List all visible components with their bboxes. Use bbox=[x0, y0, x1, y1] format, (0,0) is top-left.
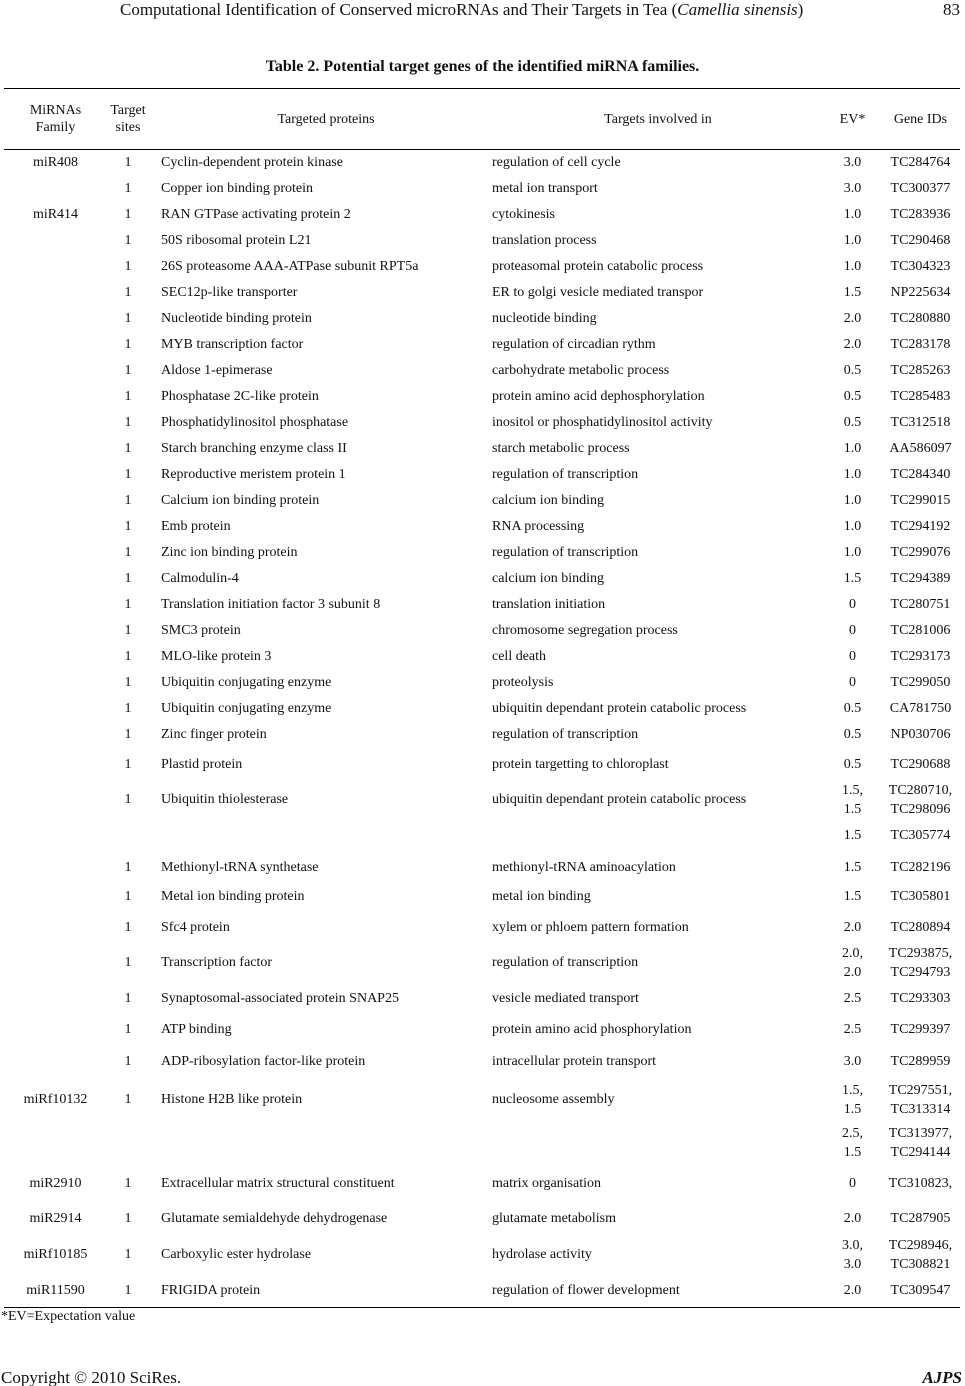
cell-gene-ids: TC312518 bbox=[890, 415, 951, 430]
cell-target-sites: 1 bbox=[124, 859, 132, 875]
table-row bbox=[4, 462, 960, 488]
cell-protein: Plastid protein bbox=[161, 756, 243, 772]
cell-target-sites: 1 bbox=[124, 233, 132, 248]
running-title-suffix: ) bbox=[797, 0, 804, 19]
cell-protein: RAN GTPase activating protein 2 bbox=[161, 207, 351, 222]
cell-gene-ids: TC299015 bbox=[890, 493, 951, 508]
table-row bbox=[4, 1274, 960, 1308]
cell-family: miR11590 bbox=[4, 1274, 107, 1308]
cell-family bbox=[4, 781, 107, 819]
cell-gene-ids: TC284764 bbox=[890, 155, 951, 171]
cell-protein: Copper ion binding protein bbox=[161, 181, 314, 196]
cell-protein: Methionyl-tRNA synthetase bbox=[161, 859, 319, 875]
cell-gene-ids: TC280710, TC298096 bbox=[888, 782, 953, 817]
table-row bbox=[4, 1079, 960, 1121]
cell-ev: 3.0 bbox=[843, 155, 862, 171]
cell-process bbox=[492, 819, 824, 853]
table-row bbox=[4, 781, 960, 819]
cell-ev: 0 bbox=[849, 675, 856, 690]
cell-gene-ids: TC293875, TC294793 bbox=[888, 945, 953, 980]
table-row bbox=[4, 176, 960, 202]
cell-ev: 2.5 bbox=[843, 990, 862, 1006]
cell-process: vesicle mediated transport bbox=[492, 990, 639, 1006]
cell-process: protein amino acid phosphorylation bbox=[492, 1022, 692, 1038]
cell-ev: 1.0 bbox=[843, 467, 862, 482]
cell-target-sites: 1 bbox=[124, 649, 132, 664]
cell-family bbox=[4, 592, 107, 618]
cell-process: hydrolase activity bbox=[492, 1247, 592, 1262]
cell-ev: 0.5 bbox=[843, 363, 862, 378]
cell-protein: Calmodulin-4 bbox=[161, 571, 239, 586]
cell-gene-ids: TC284340 bbox=[890, 467, 951, 482]
cell-target-sites: 1 bbox=[124, 571, 132, 586]
cell-gene-ids: TC297551, TC313314 bbox=[888, 1082, 953, 1117]
cell-ev: 1.0 bbox=[843, 493, 862, 508]
cell-process: metal ion transport bbox=[492, 181, 598, 196]
cell-target-sites: 1 bbox=[124, 990, 132, 1006]
cell-target-sites: 1 bbox=[124, 727, 132, 742]
cell-process: calcium ion binding bbox=[492, 493, 604, 508]
cell-ev: 2.0 bbox=[843, 919, 862, 935]
cell-process: chromosome segregation process bbox=[492, 623, 678, 638]
cell-gene-ids: TC304323 bbox=[890, 259, 951, 274]
cell-ev: 0.5 bbox=[843, 756, 862, 772]
cell-process: proteolysis bbox=[492, 675, 554, 690]
cell-gene-ids: TC310823, bbox=[888, 1175, 953, 1191]
cell-ev: 2.0 bbox=[843, 337, 862, 352]
cell-gene-ids: TC313977, TC294144 bbox=[888, 1125, 953, 1160]
cell-process: metal ion binding bbox=[492, 889, 591, 904]
cell-process: ubiquitin dependant protein catabolic process bbox=[492, 701, 747, 716]
cell-ev: 2.5 bbox=[843, 1022, 862, 1038]
table-row bbox=[4, 982, 960, 1016]
table-row bbox=[4, 254, 960, 280]
header-targeted-proteins: Targeted proteins bbox=[149, 89, 492, 150]
cell-gene-ids: TC294389 bbox=[890, 571, 951, 586]
cell-protein: MYB transcription factor bbox=[161, 337, 304, 352]
cell-ev: 0.5 bbox=[843, 389, 862, 404]
cell-protein: Transcription factor bbox=[161, 955, 273, 970]
cell-process: translation initiation bbox=[492, 597, 606, 612]
table-row bbox=[4, 1121, 960, 1166]
table-row bbox=[4, 436, 960, 462]
running-head bbox=[0, 0, 965, 22]
cell-family bbox=[4, 332, 107, 358]
table-row bbox=[4, 1045, 960, 1079]
cell-ev: 1.0 bbox=[843, 233, 862, 248]
cell-family bbox=[4, 618, 107, 644]
species-name: Camellia sinensis bbox=[677, 0, 798, 19]
target-genes-table bbox=[4, 88, 960, 1308]
cell-protein: Phosphatidylinositol phosphatase bbox=[161, 415, 349, 430]
cell-target-sites: 1 bbox=[124, 1175, 132, 1191]
cell-gene-ids: NP225634 bbox=[890, 285, 951, 300]
cell-protein: Starch branching enzyme class II bbox=[161, 441, 347, 456]
cell-ev: 3.0 bbox=[843, 1054, 862, 1069]
cell-gene-ids: TC290688 bbox=[890, 756, 951, 772]
cell-gene-ids: TC283936 bbox=[890, 207, 951, 222]
cell-process: translation process bbox=[492, 233, 597, 248]
cell-process: regulation of transcription bbox=[492, 545, 639, 560]
cell-family bbox=[4, 882, 107, 911]
cell-ev: 0.5 bbox=[843, 415, 862, 430]
cell-gene-ids: TC299050 bbox=[890, 675, 951, 690]
cell-family bbox=[4, 944, 107, 982]
cell-process: RNA processing bbox=[492, 519, 585, 534]
cell-gene-ids: TC300377 bbox=[890, 181, 951, 196]
cell-ev: 1.0 bbox=[843, 441, 862, 456]
table-row bbox=[4, 488, 960, 514]
table-caption: Table 2. Potential target genes of the identified miRNA families. bbox=[265, 58, 700, 75]
table-row bbox=[4, 722, 960, 748]
cell-family bbox=[4, 228, 107, 254]
table-row bbox=[4, 280, 960, 306]
cell-process: regulation of transcription bbox=[492, 955, 639, 970]
cell-target-sites: 1 bbox=[124, 155, 132, 171]
cell-gene-ids: TC305801 bbox=[890, 889, 951, 904]
cell-target-sites: 1 bbox=[124, 919, 132, 935]
cell-gene-ids: TC287905 bbox=[890, 1210, 951, 1226]
cell-family: miRf10132 bbox=[23, 1092, 88, 1107]
cell-protein: ATP binding bbox=[161, 1022, 232, 1038]
cell-process: carbohydrate metabolic process bbox=[492, 363, 670, 378]
page-number: 83 bbox=[943, 0, 960, 19]
cell-gene-ids: TC280751 bbox=[890, 597, 951, 612]
running-title bbox=[120, 0, 803, 20]
cell-family bbox=[4, 911, 107, 944]
cell-protein: Ubiquitin conjugating enzyme bbox=[161, 675, 332, 690]
cell-target-sites: 1 bbox=[124, 311, 132, 326]
cell-protein: Sfc4 protein bbox=[161, 919, 230, 935]
cell-family bbox=[4, 358, 107, 384]
cell-process: starch metabolic process bbox=[492, 441, 630, 456]
cell-family bbox=[4, 696, 107, 722]
cell-family bbox=[4, 436, 107, 462]
table-row bbox=[4, 1165, 960, 1201]
cell-family: miR2914 bbox=[29, 1210, 82, 1226]
cell-target-sites: 1 bbox=[124, 1054, 132, 1069]
cell-process: nucleotide binding bbox=[492, 311, 597, 326]
table-row bbox=[4, 853, 960, 883]
cell-ev: 1.5 bbox=[843, 828, 862, 843]
cell-family bbox=[4, 722, 107, 748]
cell-family: miR408 bbox=[32, 155, 79, 171]
header-family: MiRNAs Family bbox=[4, 89, 107, 150]
cell-process: cytokinesis bbox=[492, 207, 555, 222]
cell-process: regulation of flower development bbox=[492, 1274, 824, 1308]
cell-target-sites: 1 bbox=[124, 285, 132, 300]
table-row bbox=[4, 332, 960, 358]
cell-target-sites: 1 bbox=[124, 1210, 132, 1226]
cell-gene-ids: TC290468 bbox=[890, 233, 951, 248]
cell-family bbox=[4, 410, 107, 436]
cell-ev: 1.0 bbox=[843, 545, 862, 560]
cell-gene-ids: TC289959 bbox=[890, 1054, 951, 1069]
cell-process: regulation of circadian rythm bbox=[492, 337, 656, 352]
cell-protein: Calcium ion binding protein bbox=[161, 493, 320, 508]
cell-protein: Ubiquitin thiolesterase bbox=[161, 792, 289, 807]
cell-target-sites: 1 bbox=[124, 792, 132, 807]
header-targets-involved: Targets involved in bbox=[492, 89, 824, 150]
cell-target-sites bbox=[107, 819, 149, 853]
cell-protein: Ubiquitin conjugating enzyme bbox=[161, 701, 332, 716]
cell-ev: 0.5 bbox=[843, 727, 862, 742]
cell-family bbox=[4, 670, 107, 696]
header-target-sites: Target sites bbox=[107, 89, 149, 150]
cell-process: proteasomal protein catabolic process bbox=[492, 259, 704, 274]
cell-process: xylem or phloem pattern formation bbox=[492, 919, 689, 935]
cell-target-sites: 1 bbox=[124, 363, 132, 378]
cell-protein: Zinc finger protein bbox=[161, 727, 267, 742]
cell-process: ubiquitin dependant protein catabolic process bbox=[492, 792, 747, 807]
cell-gene-ids: TC299076 bbox=[890, 545, 951, 560]
table-row bbox=[4, 1201, 960, 1235]
cell-target-sites: 1 bbox=[107, 1274, 149, 1308]
table-row bbox=[4, 592, 960, 618]
cell-protein: Aldose 1-epimerase bbox=[161, 363, 273, 378]
table-row bbox=[4, 1015, 960, 1045]
cell-gene-ids: TC309547 bbox=[881, 1274, 960, 1308]
table-row bbox=[4, 514, 960, 540]
footnote: *EV=Expectation value bbox=[1, 1309, 136, 1324]
cell-family bbox=[4, 748, 107, 781]
cell-process: matrix organisation bbox=[492, 1175, 601, 1191]
cell-ev: 2.0, 2.0 bbox=[842, 945, 863, 980]
copyright: Copyright © 2010 SciRes. bbox=[1, 1368, 182, 1386]
table-header-row bbox=[4, 89, 960, 150]
cell-gene-ids: TC305774 bbox=[890, 828, 951, 843]
table-row bbox=[4, 228, 960, 254]
cell-protein: Carboxylic ester hydrolase bbox=[161, 1247, 312, 1262]
cell-target-sites: 1 bbox=[124, 337, 132, 352]
cell-ev: 0 bbox=[849, 597, 856, 612]
cell-ev: 2.0 bbox=[843, 1210, 862, 1226]
cell-family bbox=[4, 566, 107, 592]
cell-protein: Extracellular matrix structural constituent bbox=[161, 1175, 395, 1191]
cell-protein: Emb protein bbox=[161, 519, 231, 534]
table-row bbox=[4, 384, 960, 410]
cell-target-sites: 1 bbox=[124, 207, 132, 222]
cell-protein: ADP-ribosylation factor-like protein bbox=[161, 1054, 366, 1069]
header-ev: EV* bbox=[824, 89, 881, 150]
cell-protein: Cyclin-dependent protein kinase bbox=[161, 155, 343, 171]
cell-protein: Reproductive meristem protein 1 bbox=[161, 467, 346, 482]
table-row bbox=[4, 670, 960, 696]
cell-ev: 0 bbox=[849, 649, 856, 664]
cell-family: miR2910 bbox=[29, 1175, 82, 1191]
cell-gene-ids: TC283178 bbox=[890, 337, 951, 352]
cell-target-sites: 1 bbox=[124, 889, 132, 904]
cell-family bbox=[4, 306, 107, 332]
table-row bbox=[4, 1235, 960, 1274]
table-row bbox=[4, 911, 960, 944]
cell-process: intracellular protein transport bbox=[492, 1054, 657, 1069]
cell-gene-ids: TC294192 bbox=[890, 519, 951, 534]
cell-target-sites: 1 bbox=[124, 519, 132, 534]
cell-target-sites: 1 bbox=[124, 1092, 132, 1107]
cell-gene-ids: CA781750 bbox=[889, 701, 952, 716]
cell-target-sites: 1 bbox=[124, 1022, 132, 1038]
table-row bbox=[4, 566, 960, 592]
cell-target-sites: 1 bbox=[124, 623, 132, 638]
cell-process: regulation of transcription bbox=[492, 467, 639, 482]
cell-ev: 1.0 bbox=[843, 207, 862, 222]
cell-family bbox=[4, 1015, 107, 1045]
table-row bbox=[4, 306, 960, 332]
cell-family bbox=[4, 853, 107, 883]
cell-process: protein amino acid dephosphorylation bbox=[492, 389, 705, 404]
cell-protein: FRIGIDA protein bbox=[149, 1274, 492, 1308]
cell-ev: 3.0, 3.0 bbox=[842, 1237, 863, 1272]
cell-protein: Synaptosomal-associated protein SNAP25 bbox=[161, 990, 399, 1006]
cell-target-sites: 1 bbox=[124, 545, 132, 560]
cell-gene-ids: AA586097 bbox=[889, 441, 952, 456]
cell-protein: 50S ribosomal protein L21 bbox=[161, 233, 312, 248]
cell-target-sites: 1 bbox=[124, 955, 132, 970]
cell-process: nucleosome assembly bbox=[492, 1092, 615, 1107]
cell-gene-ids: TC298946, TC308821 bbox=[888, 1237, 953, 1272]
running-title-text: Computational Identification of Conserved microRNAs and Their Targets in Tea ( bbox=[120, 0, 678, 19]
table-row bbox=[4, 150, 960, 176]
table-row bbox=[4, 882, 960, 911]
cell-process: protein targetting to chloroplast bbox=[492, 756, 669, 772]
cell-gene-ids: TC299397 bbox=[890, 1022, 951, 1038]
cell-ev: 1.5 bbox=[843, 859, 862, 875]
cell-protein: Histone H2B like protein bbox=[161, 1092, 303, 1107]
cell-gene-ids: TC285483 bbox=[890, 389, 951, 404]
cell-ev: 0 bbox=[849, 623, 856, 638]
table-row bbox=[4, 944, 960, 982]
cell-family bbox=[4, 819, 107, 853]
cell-family bbox=[4, 280, 107, 306]
cell-protein: Glutamate semialdehyde dehydrogenase bbox=[161, 1210, 388, 1226]
cell-family bbox=[4, 462, 107, 488]
cell-target-sites: 1 bbox=[124, 181, 132, 196]
cell-family: miRf10185 bbox=[23, 1247, 88, 1262]
cell-ev: 2.5, 1.5 bbox=[842, 1125, 863, 1160]
cell-protein: SMC3 protein bbox=[161, 623, 241, 638]
table-row bbox=[4, 748, 960, 781]
cell-family bbox=[4, 1045, 107, 1079]
cell-ev: 0.5 bbox=[843, 701, 862, 716]
cell-gene-ids: TC280894 bbox=[890, 919, 951, 935]
table-row bbox=[4, 819, 960, 853]
cell-target-sites: 1 bbox=[124, 597, 132, 612]
cell-gene-ids: TC280880 bbox=[890, 311, 951, 326]
cell-gene-ids: TC285263 bbox=[890, 363, 951, 378]
cell-protein: Zinc ion binding protein bbox=[161, 545, 298, 560]
table-row bbox=[4, 644, 960, 670]
table-row bbox=[4, 540, 960, 566]
cell-family bbox=[4, 982, 107, 1016]
cell-family bbox=[4, 644, 107, 670]
cell-ev: 1.5, 1.5 bbox=[842, 1082, 863, 1117]
cell-process: regulation of cell cycle bbox=[492, 155, 621, 171]
cell-family bbox=[4, 254, 107, 280]
cell-ev: 3.0 bbox=[843, 181, 862, 196]
cell-target-sites: 1 bbox=[124, 441, 132, 456]
cell-process: cell death bbox=[492, 649, 547, 664]
cell-ev: 1.0 bbox=[843, 519, 862, 534]
cell-family: miR414 bbox=[32, 207, 79, 222]
cell-ev: 1.5 bbox=[843, 889, 862, 904]
cell-ev: 1.0 bbox=[843, 259, 862, 274]
cell-gene-ids: TC282196 bbox=[890, 859, 951, 875]
cell-process: inositol or phosphatidylinositol activity bbox=[492, 415, 713, 430]
cell-protein: Metal ion binding protein bbox=[161, 889, 305, 904]
cell-process: glutamate metabolism bbox=[492, 1210, 617, 1226]
table-row bbox=[4, 410, 960, 436]
cell-family bbox=[4, 540, 107, 566]
cell-target-sites bbox=[107, 1121, 149, 1166]
header-gene-ids: Gene IDs bbox=[881, 89, 960, 150]
table-row bbox=[4, 696, 960, 722]
cell-ev: 1.5 bbox=[843, 571, 862, 586]
table-row bbox=[4, 202, 960, 228]
cell-target-sites: 1 bbox=[124, 701, 132, 716]
cell-protein: MLO-like protein 3 bbox=[161, 649, 272, 664]
cell-gene-ids: NP030706 bbox=[890, 727, 951, 742]
table-row bbox=[4, 618, 960, 644]
cell-process: ER to golgi vesicle mediated transpor bbox=[492, 285, 704, 300]
cell-target-sites: 1 bbox=[124, 415, 132, 430]
cell-gene-ids: TC293303 bbox=[890, 990, 951, 1006]
cell-protein bbox=[149, 1121, 492, 1166]
cell-ev: 1.5 bbox=[843, 285, 862, 300]
cell-ev: 2.0 bbox=[843, 311, 862, 326]
cell-target-sites: 1 bbox=[124, 1247, 132, 1262]
cell-target-sites: 1 bbox=[124, 675, 132, 690]
cell-ev: 2.0 bbox=[824, 1274, 881, 1308]
cell-protein: Translation initiation factor 3 subunit 8 bbox=[161, 597, 381, 612]
table-row bbox=[4, 358, 960, 384]
cell-family bbox=[4, 176, 107, 202]
cell-gene-ids: TC281006 bbox=[890, 623, 951, 638]
table-body bbox=[4, 150, 960, 1308]
cell-family bbox=[4, 384, 107, 410]
journal-name: AJPS bbox=[922, 1368, 962, 1386]
cell-target-sites: 1 bbox=[124, 467, 132, 482]
cell-process: methionyl-tRNA aminoacylation bbox=[492, 859, 676, 875]
cell-family bbox=[4, 514, 107, 540]
cell-protein: 26S proteasome AAA-ATPase subunit RPT5a bbox=[161, 259, 419, 274]
cell-gene-ids: TC293173 bbox=[890, 649, 951, 664]
cell-ev: 0 bbox=[849, 1175, 856, 1191]
cell-protein bbox=[149, 819, 492, 853]
cell-process: regulation of transcription bbox=[492, 727, 639, 742]
cell-family bbox=[4, 488, 107, 514]
cell-target-sites: 1 bbox=[124, 259, 132, 274]
cell-process bbox=[492, 1121, 824, 1166]
cell-target-sites: 1 bbox=[124, 756, 132, 772]
cell-ev: 1.5, 1.5 bbox=[842, 782, 863, 817]
cell-target-sites: 1 bbox=[124, 389, 132, 404]
cell-protein: Nucleotide binding protein bbox=[161, 311, 312, 326]
cell-family bbox=[4, 1121, 107, 1166]
cell-protein: SEC12p-like transporter bbox=[161, 285, 298, 300]
cell-process: calcium ion binding bbox=[492, 571, 604, 586]
cell-protein: Phosphatase 2C-like protein bbox=[161, 389, 319, 404]
cell-target-sites: 1 bbox=[124, 493, 132, 508]
